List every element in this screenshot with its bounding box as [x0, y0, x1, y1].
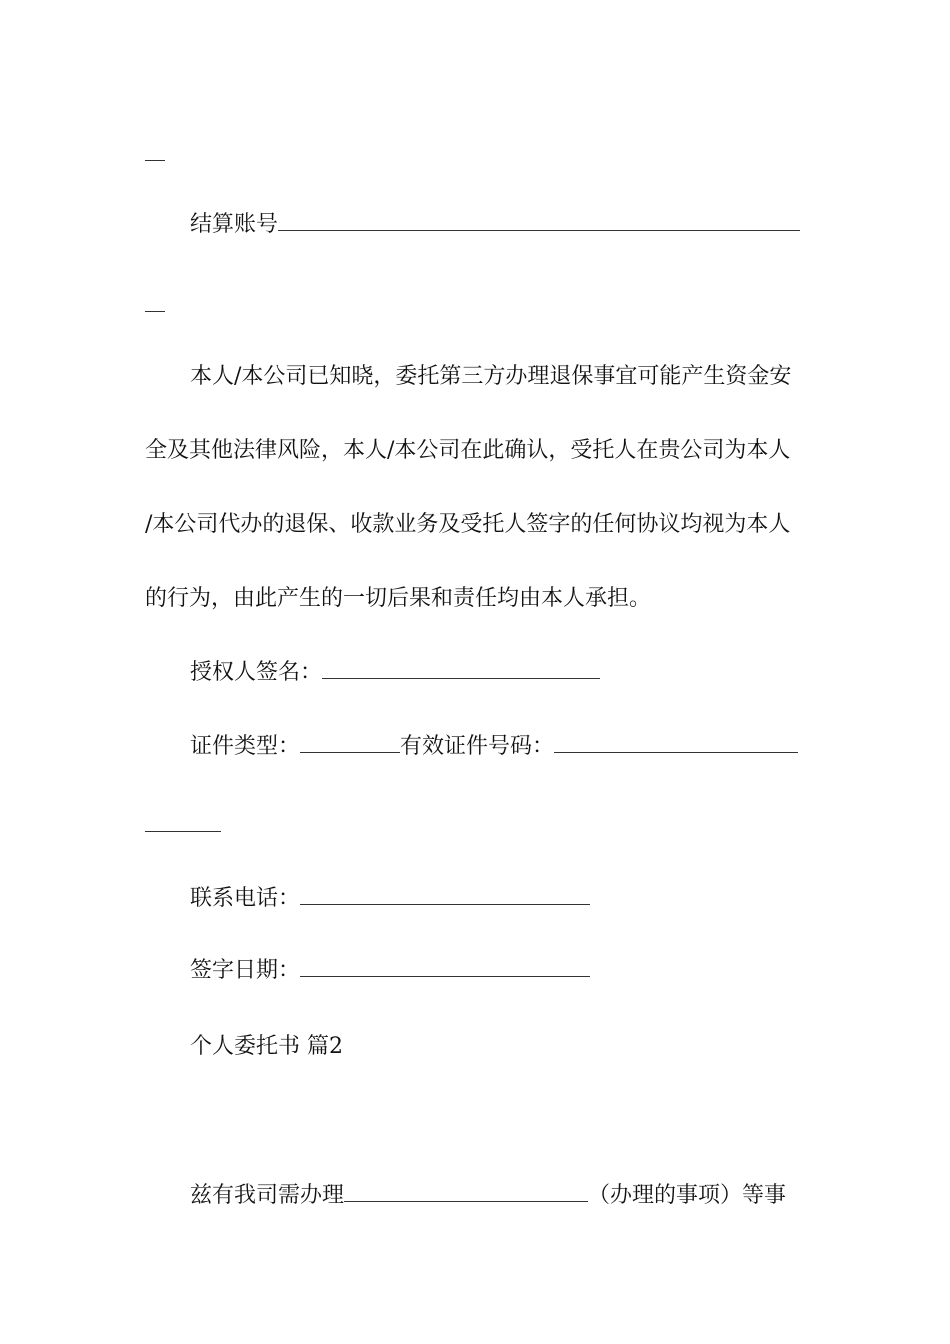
section-title: 个人委托书 篇2 [190, 1034, 343, 1059]
account-blank [278, 212, 800, 231]
id-number-blank [554, 734, 798, 753]
paragraph-2-line [190, 1181, 786, 1211]
matter-suffix: （办理的事项）等事 [588, 1183, 787, 1208]
account-line [190, 210, 800, 240]
id-line [190, 732, 798, 762]
signature-blank [322, 660, 600, 679]
phone-label: 联系电话： [190, 886, 301, 911]
matter-prefix: 兹有我司需办理 [190, 1183, 345, 1208]
phone-line [190, 884, 590, 914]
paragraph-line: 的行为，由此产生的一切后果和责任均由本人承担。 [145, 586, 652, 611]
signature-label: 授权人签名： [190, 660, 323, 685]
id-number-blank-continuation [145, 831, 221, 832]
signature-line [190, 658, 600, 688]
paragraph-line: /本公司代办的退保、收款业务及受托人签字的任何协议均视为本人 [145, 512, 791, 537]
date-label: 签字日期： [190, 958, 301, 983]
matter-blank [344, 1183, 588, 1202]
date-line [190, 956, 590, 986]
underline-continuation [145, 311, 165, 312]
paragraph-line: 本人/本公司已知晓，委托第三方办理退保事宜可能产生资金安 [190, 364, 792, 389]
paragraph-line: 全及其他法律风险，本人/本公司在此确认，受托人在贵公司为本人 [145, 438, 791, 463]
id-type-label: 证件类型： [190, 734, 301, 759]
underline-continuation [145, 160, 165, 161]
id-number-label: 有效证件号码： [400, 734, 555, 759]
account-label: 结算账号 [190, 212, 279, 237]
date-blank [300, 958, 590, 977]
id-type-blank [300, 734, 400, 753]
phone-blank [300, 886, 590, 905]
